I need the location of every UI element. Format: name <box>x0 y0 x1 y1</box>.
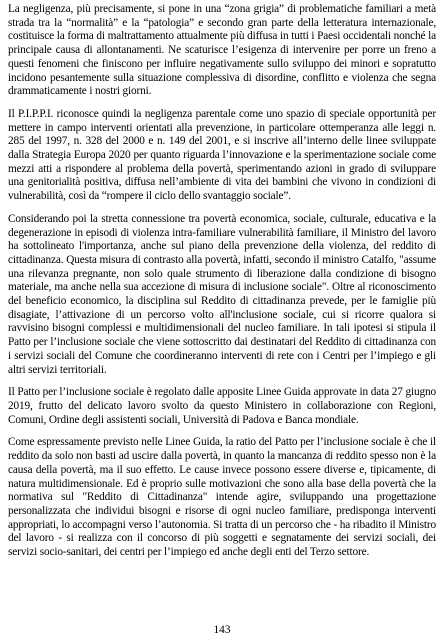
paragraph-patto-inclusione: Il Patto per l’inclusione sociale è regolato dalle apposite Linee Guida approvate in data 27 giugno 2019, frutto del delicato lavoro svolto da questo Ministero in collaborazione con Regioni, Comuni, Ordine degli assistenti sociali, Università di Padova e Banca mondiale. <box>8 386 436 426</box>
paragraph-negligenza: La negligenza, più precisamente, si pone in una “zona grigia” di problematiche familiari a metà strada tra la “normalità” e la “patologia” e secondo gran parte della letteratura internazionale, costituisce la forma di maltrattamento attualmente più diffusa in tutti i Paesi occidentali nonché la principale causa di allontanamenti. Ne scaturisce l’esigenza di intervenire per porre un freno a questi fenomeni che finiscono per influire negativamente sullo sviluppo dei minori e sopratutto incidono pesantemente sulla situazione complessiva di disordine, conflitto e violenza che segna drammaticamente i nostri giorni. <box>8 3 436 98</box>
paragraph-linee-guida: Come espressamente previsto nelle Linee Guida, la ratio del Patto per l’inclusione sociale è che il reddito da solo non basti ad uscire dalla povertà, in quanto la mancanza di reddito spesso non è la causa della povertà, ma il suo effetto. Le cause invece possono essere diverse e, tipicamente, di natura multidimensionale. Ed è proprio sulle motivazioni che sono alla base della povertà che la normativa sul "Reddito di Cittadinanza" intende agire, sviluppando una progettazione personalizzata che individui bisogni e risorse di ogni nucleo familiare, predisponga interventi appropriati, lo accompagni verso l’autonomia. Si tratta di un percorso che - ha ribadito il Ministro del lavoro - si realizza con il concorso di più soggetti e segnatamente dei servizi sociali, dei servizi socio-sanitari, dei centri per l’impiego ed anche degli enti del Terzo settore. <box>8 436 436 559</box>
paragraph-reddito-cittadinanza: Considerando poi la stretta connessione tra povertà economica, sociale, culturale, educativa e la degenerazione in episodi di violenza intra-familiare vulnerabilità familiare, il Ministro del lavoro ha sottolineato l'importanza, anche sul piano della prevenzione della violenza, del reddito di cittadinanza. Questa misura di contrasto alla povertà, infatti, secondo il ministro Catalfo, "assume una rilevanza pregnante, non solo quale strumento di liberazione dalla condizione di bisogno materiale, ma anche nella sua accezione di misura di inclusione sociale". Oltre al riconoscimento del beneficio economico, la disciplina sul Reddito di cittadinanza prevede, per le famiglie più disagiate, l’attivazione di un percorso volto all'inclusione sociale, cui si ricorre qualora si ravvisino bisogni complessi e multidimensionali del nucleo familiare. In tali ipotesi si stipula il Patto per l’inclusione sociale che viene sottoscritto dai destinatari del Reddito di cittadinanza con i servizi sociali del Comune che coordineranno interventi di rete con i Centri per l’impiego e gli altri servizi territoriali. <box>8 212 436 376</box>
document-page <box>8 3 436 615</box>
page-number: 143 <box>213 624 231 636</box>
paragraph-pippi: Il P.I.P.P.I. riconosce quindi la negligenza parentale come uno spazio di speciale opportunità per mettere in campo interventi orientati alla prevenzione, in particolare ottemperanza alle leggi n. 285 del 1997, n. 328 del 2000 e n. 149 del 2001, e si inscrive all’interno delle linee sviluppate dalla Strategia Europa 2020 per quanto riguarda l’innovazione e la sperimentazione sociale come mezzi atti a rispondere al problema della povertà, sperimentando azioni in grado di sviluppare una genitorialità positiva, diffusa nell’ambiente di vita dei bambini che vivono in condizioni di vulnerabilità, così da “rompere il ciclo dello svantaggio sociale”. <box>8 107 436 203</box>
